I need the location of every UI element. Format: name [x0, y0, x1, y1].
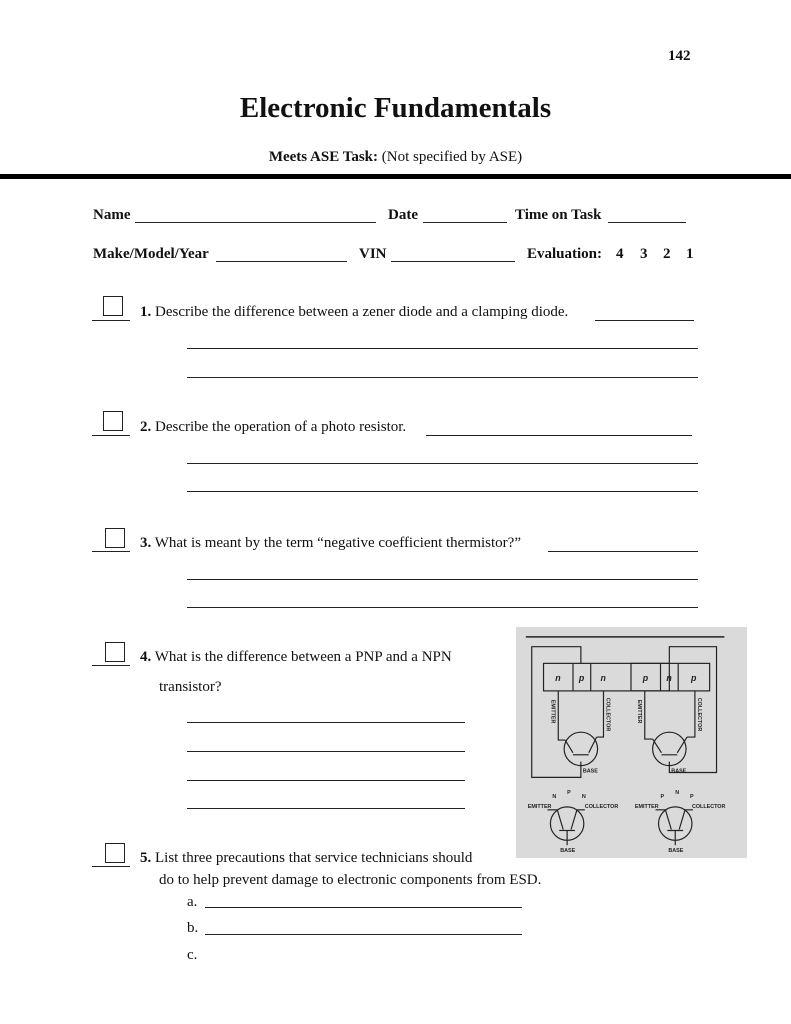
name-field[interactable] — [135, 222, 376, 223]
q5-item-c: c. — [187, 947, 198, 963]
q5-item-a: a. — [187, 894, 198, 910]
name-label: Name — [93, 207, 131, 223]
make-model-year-label: Make/Model/Year — [93, 246, 209, 262]
q3-score-line[interactable] — [92, 551, 130, 552]
pnp-sym-collector: COLLECTOR — [691, 803, 726, 810]
q1-answer-line[interactable] — [595, 320, 694, 321]
q2-score-line[interactable] — [92, 435, 130, 436]
npn-sym-p: P — [567, 790, 571, 797]
q5-text-cont: do to help prevent damage to electronic components from ESD. — [159, 872, 542, 888]
npn-layer-1: n — [555, 673, 561, 684]
npn-sym-n1: N — [552, 794, 557, 801]
q1-score-line[interactable] — [92, 320, 130, 321]
q5-checkbox[interactable] — [105, 843, 125, 863]
npn-base-label: BASE — [582, 768, 598, 775]
npn-sym-base: BASE — [560, 848, 576, 855]
npn-sym-emitter: EMITTER — [527, 803, 552, 810]
q3-answer-line[interactable] — [187, 607, 698, 608]
pnp-layer-2: n — [666, 673, 672, 684]
q4-answer-line[interactable] — [187, 751, 465, 752]
q2-checkbox[interactable] — [103, 411, 123, 431]
q3-number: 3. — [140, 535, 152, 551]
vin-label: VIN — [359, 246, 387, 262]
npn-sym-n2: N — [581, 794, 586, 801]
page-number: 142 — [668, 48, 691, 64]
score-1[interactable]: 1 — [686, 246, 694, 262]
q3-text: What is meant by the term “negative coefficient thermistor?” — [154, 535, 521, 551]
q3-answer-line[interactable] — [187, 579, 698, 580]
q5-text: List three precautions that service technicians should — [155, 850, 473, 866]
score-3[interactable]: 3 — [640, 246, 648, 262]
q5-answer-line-a[interactable] — [205, 907, 522, 908]
pnp-sym-emitter: EMITTER — [634, 803, 659, 810]
q2-answer-line[interactable] — [187, 463, 698, 464]
q4-text: What is the difference between a PNP and a NPN — [154, 649, 452, 665]
npn-layer-3: n — [600, 673, 606, 684]
transistor-diagram — [516, 627, 747, 858]
time-on-task-field[interactable] — [608, 222, 686, 223]
date-label: Date — [388, 207, 418, 223]
ase-task-label: Meets ASE Task: — [268, 149, 379, 165]
evaluation-label: Evaluation: — [527, 246, 603, 262]
q2-text: Describe the operation of a photo resistor. — [155, 419, 407, 435]
npn-collector-label: COLLECTOR — [604, 697, 611, 732]
date-field[interactable] — [423, 222, 507, 223]
q1-answer-line[interactable] — [187, 377, 698, 378]
q5-answer-line-b[interactable] — [205, 934, 522, 935]
ase-task — [0, 149, 791, 166]
pnp-emitter-label: EMITTER — [635, 699, 642, 724]
pnp-sym-p1: P — [660, 794, 665, 801]
q4-answer-line[interactable] — [187, 808, 465, 809]
pnp-sym-n: N — [675, 790, 680, 797]
q1-answer-line[interactable] — [187, 348, 698, 349]
make-model-year-field[interactable] — [216, 261, 347, 262]
q4-number: 4. — [140, 649, 152, 665]
score-4[interactable]: 4 — [616, 246, 624, 262]
vin-field[interactable] — [391, 261, 515, 262]
q1-text: Describe the difference between a zener diode and a clamping diode. — [155, 304, 569, 320]
pnp-layer-3: p — [690, 673, 697, 684]
q3-checkbox[interactable] — [105, 528, 125, 548]
score-2[interactable]: 2 — [663, 246, 671, 262]
header-rule — [0, 174, 791, 179]
npn-layer-2: p — [578, 673, 585, 684]
time-on-task-label: Time on Task — [515, 207, 602, 223]
page-title: Electronic Fundamentals — [239, 92, 552, 124]
q4-score-line[interactable] — [92, 665, 130, 666]
q3-answer-line[interactable] — [548, 551, 698, 552]
q4-answer-line[interactable] — [187, 780, 465, 781]
q1-checkbox[interactable] — [103, 296, 123, 316]
q5-item-b: b. — [187, 920, 199, 936]
q2-answer-line[interactable] — [187, 491, 698, 492]
npn-emitter-label: EMITTER — [549, 699, 556, 724]
pnp-layer-1: p — [642, 673, 649, 684]
pnp-sym-base: BASE — [668, 848, 684, 855]
q2-answer-line[interactable] — [426, 435, 692, 436]
ase-task-value: (Not specified by ASE) — [381, 149, 523, 165]
q4-answer-line[interactable] — [187, 722, 465, 723]
q4-checkbox[interactable] — [105, 642, 125, 662]
q5-score-line[interactable] — [92, 866, 130, 867]
q1-number: 1. — [140, 304, 152, 320]
pnp-base-label: BASE — [671, 768, 687, 775]
q4-text-cont: transistor? — [159, 679, 222, 695]
pnp-sym-p2: P — [689, 794, 694, 801]
pnp-collector-label: COLLECTOR — [695, 697, 702, 732]
npn-sym-collector: COLLECTOR — [584, 803, 619, 810]
q2-number: 2. — [140, 419, 152, 435]
q5-number: 5. — [140, 850, 152, 866]
